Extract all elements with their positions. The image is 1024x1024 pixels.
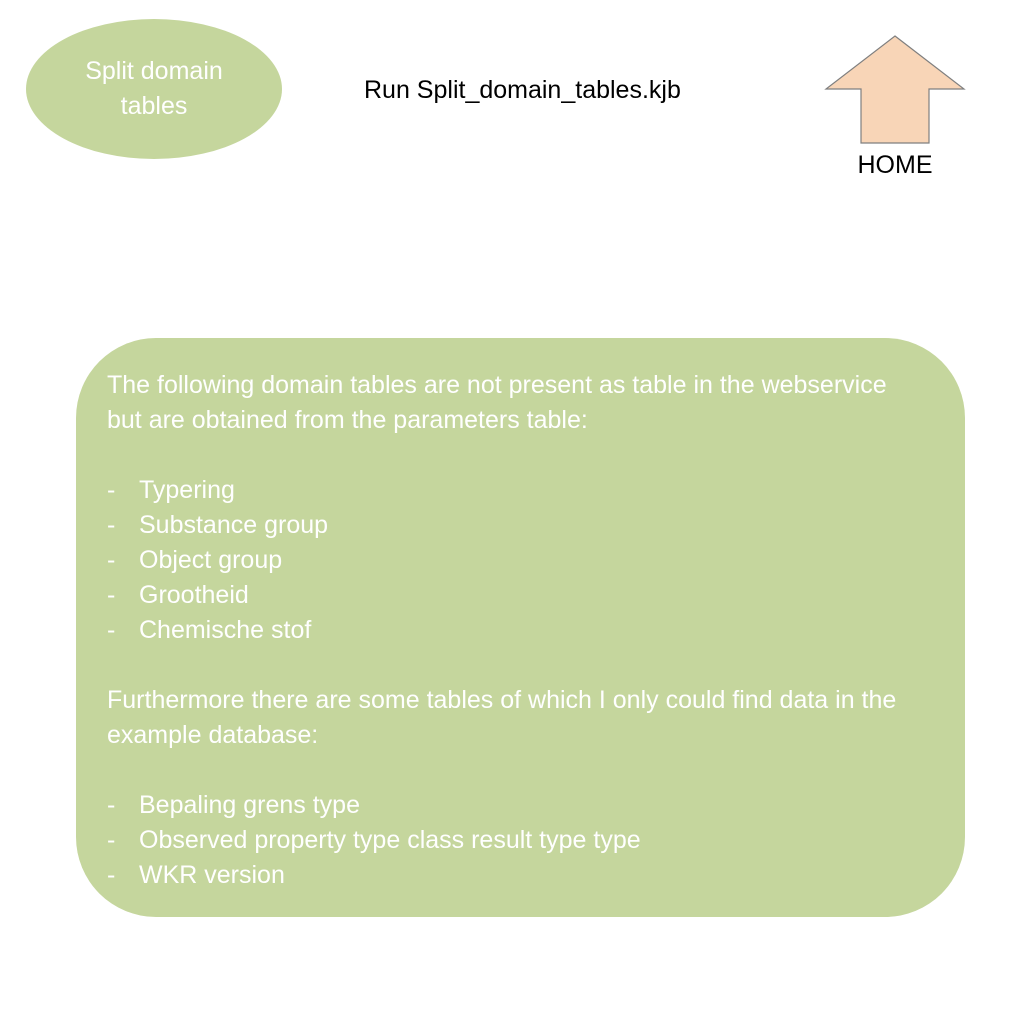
run-title: Run Split_domain_tables.kjb xyxy=(364,76,681,104)
list-item xyxy=(107,543,925,578)
home-button[interactable] xyxy=(824,34,966,186)
oval-label-line2: tables xyxy=(120,92,188,120)
spacer xyxy=(107,438,925,473)
list-item xyxy=(107,823,925,858)
list-item-label: WKR version xyxy=(139,861,285,889)
bullet-dash: - xyxy=(107,616,116,644)
list-item-label: Substance group xyxy=(139,511,329,539)
list-item xyxy=(107,473,925,508)
bullet-dash: - xyxy=(107,546,116,574)
bullet-dash: - xyxy=(107,511,116,539)
oval-label xyxy=(64,54,244,124)
list-item-label: Grootheid xyxy=(139,581,249,609)
list-item xyxy=(107,858,925,893)
home-label: HOME xyxy=(857,151,933,179)
middle-text: Furthermore there are some tables of which I only could find data in the example database: xyxy=(107,686,897,749)
info-panel xyxy=(76,338,965,917)
split-domain-tables-oval[interactable] xyxy=(26,19,282,159)
bullet-dash: - xyxy=(107,791,116,819)
list-item-label: Chemische stof xyxy=(139,616,312,644)
list-item-label: Typering xyxy=(139,476,235,504)
example-tables-list xyxy=(107,788,925,893)
list-item-label: Bepaling grens type xyxy=(139,791,360,819)
domain-tables-list xyxy=(107,473,925,648)
list-item-label: Observed property type class result type type xyxy=(139,826,641,854)
intro-text: The following domain tables are not present as table in the webservice but are obtained from the parameters table: xyxy=(107,371,887,434)
spacer xyxy=(107,648,925,683)
oval-label-line1: Split domain xyxy=(85,57,223,85)
list-item-label: Object group xyxy=(139,546,283,574)
up-arrow-icon xyxy=(824,34,966,146)
list-item xyxy=(107,788,925,823)
list-item xyxy=(107,613,925,648)
bullet-dash: - xyxy=(107,581,116,609)
spacer xyxy=(107,753,925,788)
list-item xyxy=(107,508,925,543)
list-item xyxy=(107,578,925,613)
bullet-dash: - xyxy=(107,861,116,889)
bullet-dash: - xyxy=(107,476,116,504)
bullet-dash: - xyxy=(107,826,116,854)
